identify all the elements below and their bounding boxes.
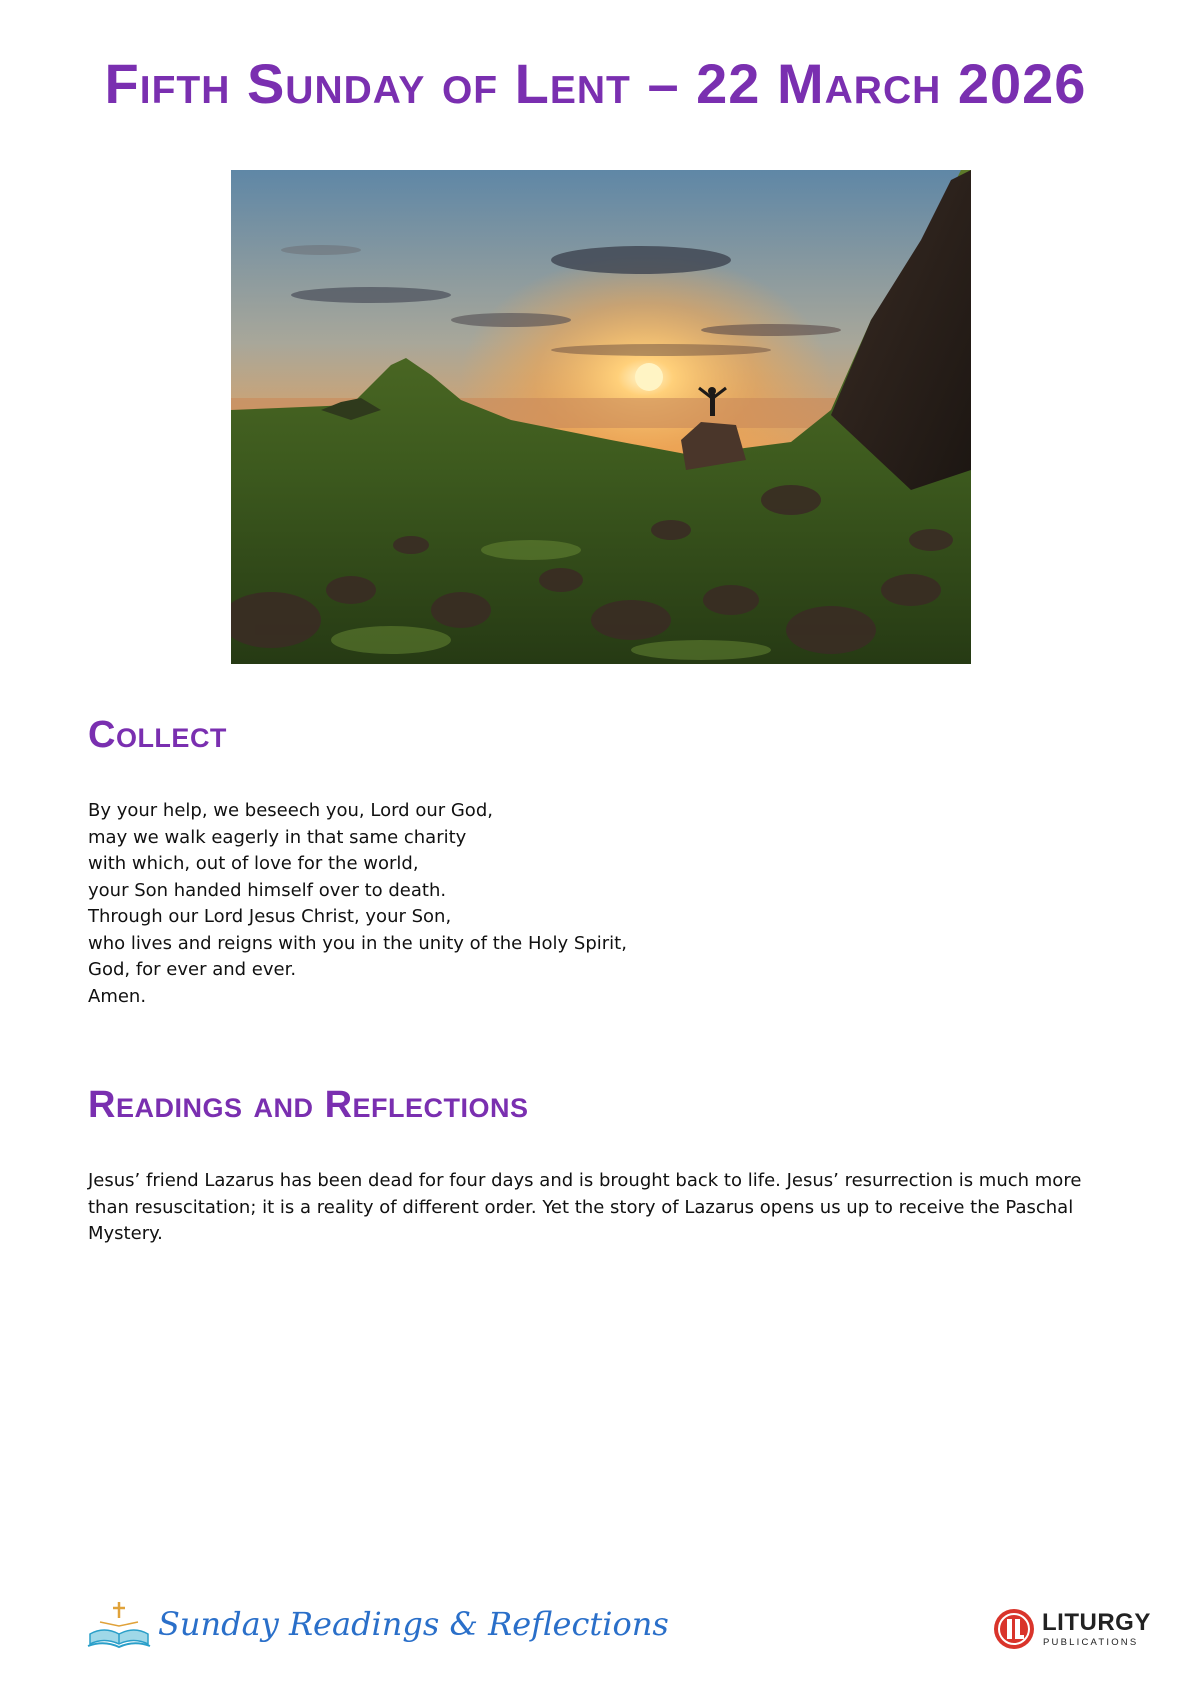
footer-brand-logo xyxy=(86,1600,669,1652)
collect-line: your Son handed himself over to death. xyxy=(88,879,447,901)
publisher-subtitle: PUBLICATIONS xyxy=(1043,1637,1139,1648)
liturgy-publications-emblem-icon xyxy=(992,1607,1036,1651)
page-title: Fifth Sunday of Lent – 22 March 2026 xyxy=(104,52,1087,115)
footer-brand-text: Sunday Readings & Reflections xyxy=(158,1605,669,1643)
collect-heading: Collect xyxy=(88,714,227,756)
publisher-logo xyxy=(992,1607,1152,1655)
collect-line: with which, out of love for the world, xyxy=(88,853,419,874)
collect-line: Amen. xyxy=(88,985,147,1007)
open-book-cross-icon xyxy=(86,1600,152,1650)
collect-line: may we walk eagerly in that same charity xyxy=(88,826,467,848)
publisher-name: LITURGY xyxy=(1042,1609,1151,1636)
collect-line: By your help, we beseech you, Lord our God, xyxy=(88,800,493,821)
collect-line: Through our Lord Jesus Christ, your Son, xyxy=(88,906,452,927)
sunset-landscape-photo xyxy=(231,170,971,664)
collect-prayer xyxy=(88,798,788,1010)
collect-line: God, for ever and ever. xyxy=(88,959,297,980)
readings-heading: Readings and Reflections xyxy=(88,1084,529,1126)
collect-line: who lives and reigns with you in the unity of the Holy Spirit, xyxy=(88,932,627,954)
reflection-paragraph: Jesus’ friend Lazarus has been dead for four days and is brought back to life. Jesus’ resurrection is much more than resuscitation; it is a reality of different order. Yet the story of Lazarus opens us up to receive the Paschal Mystery. xyxy=(88,1170,1082,1244)
